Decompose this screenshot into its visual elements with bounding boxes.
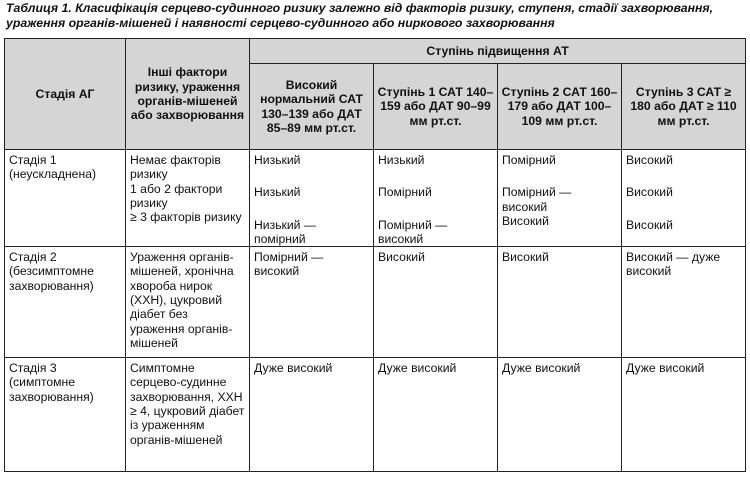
stage-cell: Стадія 1 (неускладнена) xyxy=(5,150,126,247)
risk-cell: Високий xyxy=(498,247,622,358)
risk-cell xyxy=(250,150,374,247)
risk-value: Високий xyxy=(626,153,673,167)
risk-value: Низький xyxy=(254,153,301,167)
risk-cell: Високий xyxy=(374,247,498,358)
risk-cell: Дуже високий xyxy=(374,358,498,472)
header-row xyxy=(5,39,746,64)
table-caption: Таблиця 1. Класифікація серцево-судинного ризику залежно від факторів ризику, ступеня, стадії захворювання, ураження органів-мішеней і наявності серцево-судинного або ниркового захворювання xyxy=(6,1,714,30)
header-bp-group: Ступінь підвищення АТ xyxy=(250,39,746,64)
risk-value: Високий xyxy=(502,213,549,228)
risk-cell: Високий — дуже високий xyxy=(622,247,746,358)
factors-cell xyxy=(126,150,250,247)
table-row xyxy=(5,358,746,472)
stage-cell: Стадія 3 (симптомне захворювання) xyxy=(5,358,126,472)
header-level-grade-2: Ступінь 2 САТ 160–179 або ДАТ 100–109 мм рт.ст. xyxy=(498,64,622,150)
stage-cell: Стадія 2 (безсимптомне захворювання) xyxy=(5,247,126,358)
risk-value: Низький xyxy=(254,185,301,200)
factor-item: 1 або 2 фактори ризику xyxy=(130,181,223,210)
table-row xyxy=(5,150,746,247)
risk-classification-table xyxy=(4,38,746,472)
factor-item: ≥ 3 факторів ризику xyxy=(130,210,242,225)
header-stage: Стадія АГ xyxy=(5,39,126,150)
risk-value: Помірний xyxy=(502,153,556,167)
risk-cell: Дуже високий xyxy=(250,358,374,472)
header-risk-factors: Інші фактори ризику, ураження органів-мішеней або захворювання xyxy=(126,39,250,150)
header-level-high-normal: Високий нормальний САТ 130–139 або ДАТ 85–89 мм рт.ст. xyxy=(250,64,374,150)
header-level-grade-1: Ступінь 1 САТ 140–159 або ДАТ 90–99 мм рт.ст. xyxy=(374,64,498,150)
risk-value: Помірний xyxy=(378,185,432,200)
risk-value: Низький xyxy=(378,153,425,167)
risk-value: Високий xyxy=(626,217,673,232)
header-level-grade-3: Ступінь 3 САТ ≥ 180 або ДАТ ≥ 110 мм рт.ст. xyxy=(622,64,746,150)
risk-cell: Помірний — високий xyxy=(250,247,374,358)
factors-cell: Ураження органів-мішеней, хронічна хвороба нирок (ХХН), цукровий діабет без ураження органів-мішеней xyxy=(126,247,250,358)
risk-cell xyxy=(498,150,622,247)
risk-cell: Дуже високий xyxy=(622,358,746,472)
factor-item: Немає факторів ризику xyxy=(130,153,221,182)
risk-cell: Дуже високий xyxy=(498,358,622,472)
risk-value: Помірний — високий xyxy=(378,217,448,246)
risk-cell xyxy=(374,150,498,247)
risk-cell xyxy=(622,150,746,247)
table-row xyxy=(5,247,746,358)
risk-value: Низький — помірний xyxy=(254,217,317,246)
risk-value: Помірний — високий xyxy=(502,185,572,214)
risk-value: Високий xyxy=(626,185,673,200)
factors-cell: Симптомне серцево-судинне захворювання, ХХН ≥ 4, цукровий діабет із ураженням органів-мішеней xyxy=(126,358,250,472)
